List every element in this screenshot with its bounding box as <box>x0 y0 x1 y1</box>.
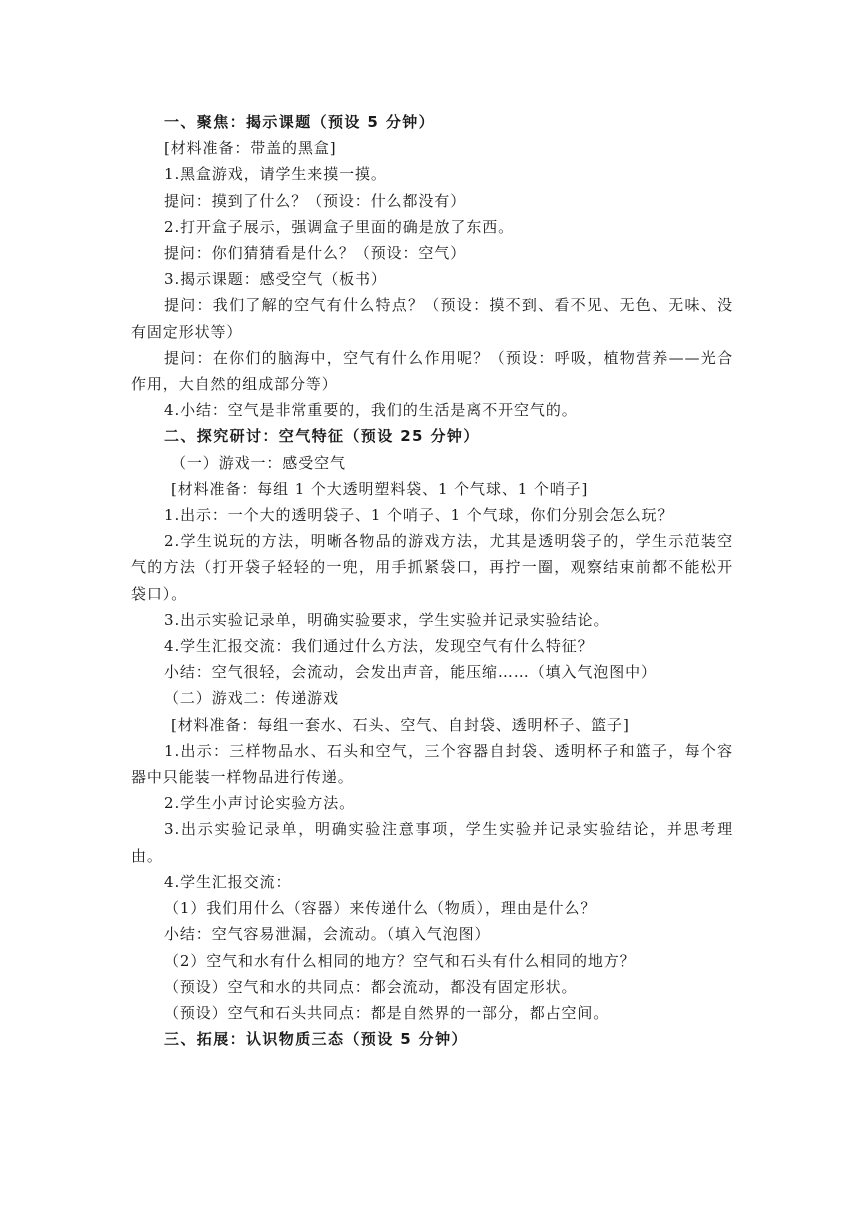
lesson-plan-body <box>131 109 733 1052</box>
step-paragraph: 1.黑盒游戏，请学生来摸一摸。 <box>164 165 387 184</box>
step-paragraph: 3.出示实验记录单，明确实验要求，学生实验并记录实验结论。 <box>164 610 610 629</box>
subsection-heading: （一）游戏一：感受空气 <box>171 453 346 472</box>
materials-note: [材料准备：带盖的黑盒] <box>164 139 337 158</box>
step-paragraph: 3.出示实验记录单，明确实验注意事项，学生实验并记录实验结论，并思考理由。 <box>131 820 733 865</box>
summary-paragraph: 小结：空气容易泄漏，会流动。（填入气泡图） <box>164 925 491 944</box>
question-paragraph: 提问：我们了解的空气有什么特点？（预设：摸不到、看不见、无色、无味、没有固定形状等） <box>131 296 733 341</box>
step-paragraph: 2.学生说玩的方法，明晰各物品的游戏方法，尤其是透明袋子的，学生示范装空气的方法（打开袋子轻轻的一兜，用手抓紧袋口，再拧一圈，观察结束前都不能松开袋口）。 <box>131 532 733 603</box>
question-paragraph: 提问：摸到了什么？（预设：什么都没有） <box>164 191 467 210</box>
materials-note: [材料准备：每组一套水、石头、空气、自封袋、透明杯子、篮子] <box>171 715 630 734</box>
expected-answer: （预设）空气和水的共同点：都会流动，都没有固定形状。 <box>164 977 578 996</box>
subsection-heading: （二）游戏二：传递游戏 <box>164 689 339 708</box>
step-paragraph: 2.学生小声讨论实验方法。 <box>164 794 356 813</box>
step-paragraph: 4.学生汇报交流：我们通过什么方法，发现空气有什么特征？ <box>164 637 594 656</box>
step-paragraph: 2.打开盒子展示，强调盒子里面的确是放了东西。 <box>164 217 515 236</box>
section-heading-focus: 一、聚焦：揭示课题（预设 5 分钟） <box>164 113 436 131</box>
materials-note: [材料准备：每组 1 个大透明塑料袋、1 个气球、1 个哨子] <box>171 479 589 498</box>
question-paragraph: 提问：在你们的脑海中，空气有什么作用呢？（预设：呼吸，植物营养——光合作用，大自然的组成部分等） <box>131 348 733 394</box>
summary-paragraph: 小结：空气很轻，会流动，会发出声音，能压缩……（填入气泡图中） <box>164 663 657 682</box>
summary-paragraph: 4.小结：空气是非常重要的，我们的生活是离不开空气的。 <box>164 401 578 420</box>
step-paragraph: 1.出示：一个大的透明袋子、1 个哨子、1 个气球，你们分别会怎么玩？ <box>164 506 674 525</box>
step-paragraph: 3.揭示课题：感受空气（板书） <box>164 270 387 289</box>
section-heading-explore: 二、探究研讨：空气特征（预设 25 分钟） <box>164 427 480 446</box>
question-paragraph: （2）空气和水有什么相同的地方？空气和石头有什么相同的地方？ <box>164 951 636 970</box>
step-paragraph: 4.学生汇报交流： <box>164 872 292 891</box>
question-paragraph: （1）我们用什么（容器）来传递什么（物质），理由是什么？ <box>164 899 597 918</box>
section-heading-extension: 三、拓展：认识物质三态（预设 5 分钟） <box>164 1030 468 1049</box>
step-paragraph: 1.出示：三样物品水、石头和空气，三个容器自封袋、透明杯子和篮子，每个容器中只能装一样物品进行传递。 <box>131 741 733 787</box>
question-paragraph: 提问：你们猜猜看是什么？（预设：空气） <box>164 244 467 263</box>
expected-answer: （预设）空气和石头共同点：都是自然界的一部分，都占空间。 <box>164 1003 610 1022</box>
